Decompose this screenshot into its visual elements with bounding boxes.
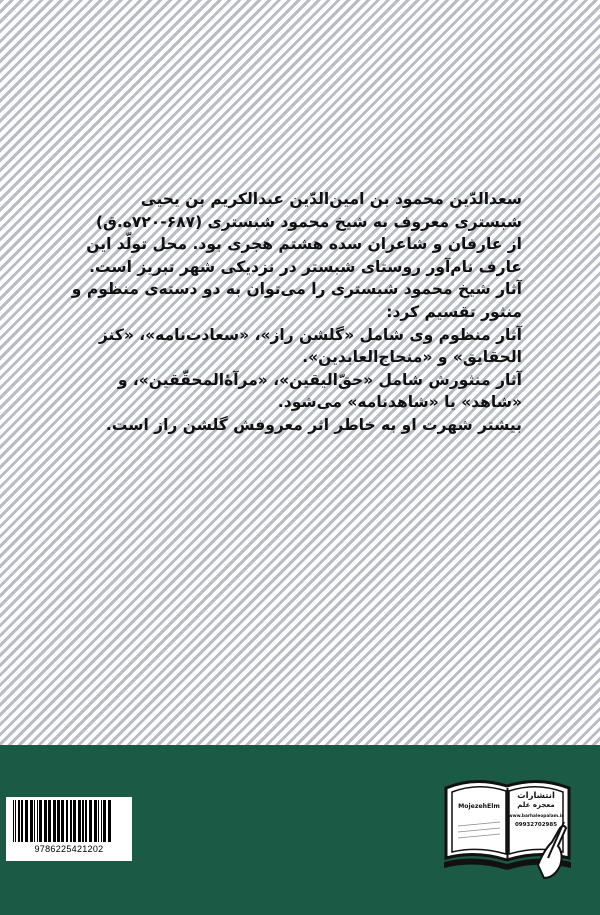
isbn-barcode [6,797,132,861]
description-line: الحقایق» و «منحاج‌العابدین». [302,348,522,367]
barcode-bar [73,800,76,842]
barcode-bar [39,800,42,842]
barcode-bar [21,800,23,842]
barcode-bar [82,800,84,842]
barcode-bar [18,800,20,842]
barcode-bar [94,800,97,842]
barcode-bar [66,800,68,842]
barcode-bar [98,800,99,842]
publisher-website: www.barhaleopalam.ir [508,814,564,819]
barcode-bars [9,800,129,842]
barcode-bar [34,800,35,842]
barcode-bar [37,800,38,842]
publisher-name-line2: معجزه علم [517,801,555,809]
isbn-number: 9786225421202 [34,844,104,854]
publisher-latin-name: MojezehElm [453,803,505,810]
publisher-phone: 09932702985 [514,822,558,828]
description-line: منثور تقسیم کرد: [386,302,522,321]
barcode-bar [53,800,56,842]
description-line: از عارفان و شاعران سده هشتم هجری بود. محل تولّد این [86,235,522,254]
barcode-bar [61,800,64,842]
barcode-bar [70,800,72,842]
barcode-bar [57,800,60,842]
description-line: بیشتر شهرت او به خاطر اثر معروفش گلشن راز است. [105,415,522,434]
publisher-logo [440,770,575,885]
description-line: آثار منظوم وی شامل «گلشن راز»، «سعادت‌نامه»، «کنز [98,325,522,344]
barcode-bar [108,800,111,842]
barcode-bar [103,800,106,842]
barcode-bar [48,800,51,842]
description-line: سعدالدّین محمود بن امین‌الدّین عبدالکریم بن یحیی [140,190,522,208]
description-line: شبستری معروف به شیخ محمود شبستری (۶۸۷-۷۲۰ه.ق) [95,212,522,231]
barcode-bar [15,800,16,842]
description-line: عارف نام‌آور روستای شبستر در نزدیکی شهر تبریز است. [89,257,522,276]
barcode-bar [89,800,92,842]
barcode-bar [30,800,33,842]
barcode-bar [85,800,87,842]
description-line: آثار شیخ محمود شبستری را می‌توان به دو دسته‌ی منظوم و [71,280,522,299]
barcode-bar [101,800,102,842]
barcode-bar [44,800,47,842]
author-description [70,188,522,437]
publisher-name-line1: انتشارات [517,791,555,801]
description-line: آثار منثورش شامل «حقّ‌الیقین»، «مرآۀالمحقّقین»، و [117,370,522,389]
barcode-bar [25,800,28,842]
barcode-bar [78,800,81,842]
barcode-bar [13,800,14,842]
description-line: «شاهد» یا «شاهدنامه» می‌شود. [277,393,522,412]
